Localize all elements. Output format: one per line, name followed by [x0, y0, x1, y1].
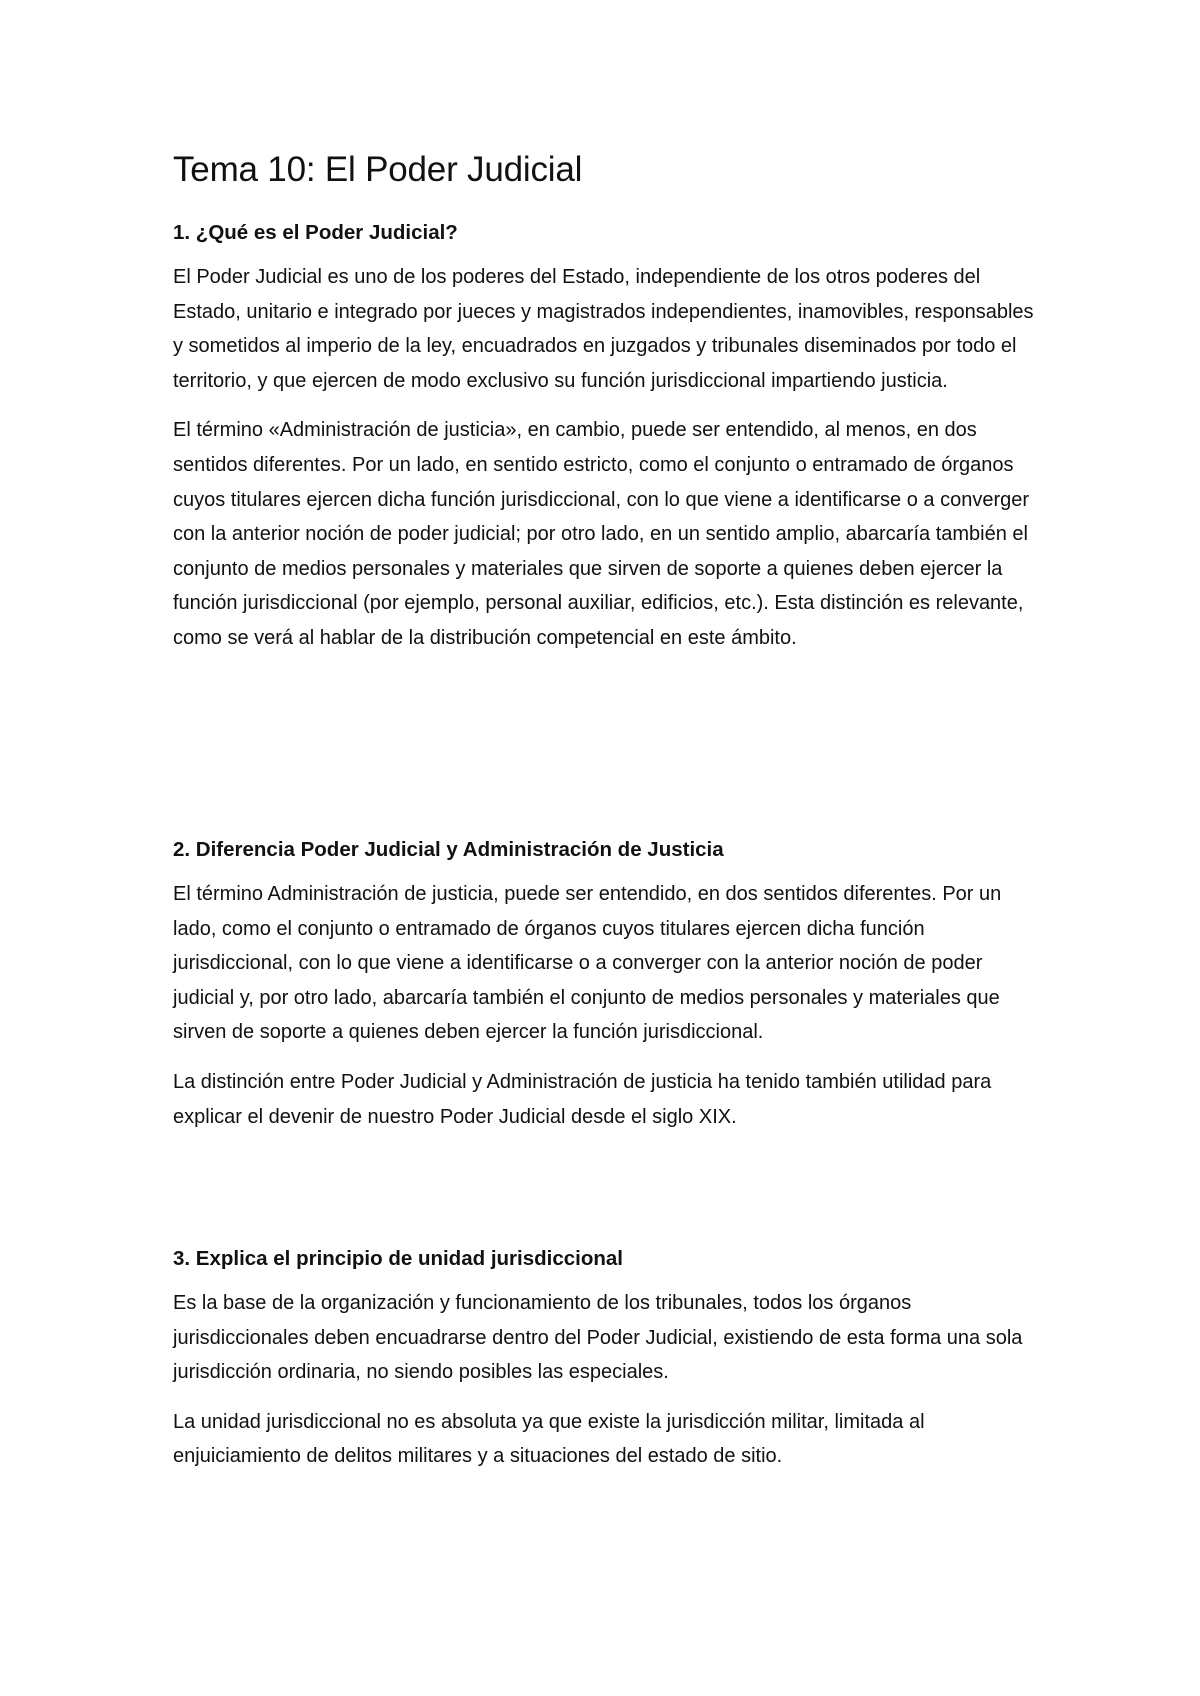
paragraph: El término Administración de justicia, puede ser entendido, en dos sentidos diferentes. Por un lado, como el conjunto o entramado de órganos cuyos titulares ejercen dicha función jurisdiccional, con lo que viene a identificarse o a converger con la anterior noción de poder judicial y, por otro lado, abarcaría también el conjunto de medios personales y materiales que sirven de soporte a quienes deben ejercer la función jurisdiccional.	[173, 883, 1002, 1044]
section-diferencia-poder-judicial-administracion	[173, 836, 1043, 1149]
section-heading: 2. Diferencia Poder Judicial y Administración de Justicia	[173, 838, 724, 861]
paragraph: El Poder Judicial es uno de los poderes del Estado, independiente de los otros poderes del Estado, unitario e integrado por jueces y magistrados independientes, inamovibles, responsables y sometidos al imperio de la ley, encuadrados en juzgados y tribunales diseminados por todo el territorio, y que ejercen de modo exclusivo su función jurisdiccional impartiendo justicia.	[173, 266, 1034, 392]
section-heading: 3. Explica el principio de unidad jurisdiccional	[173, 1247, 623, 1270]
paragraph: El término «Administración de justicia», en cambio, puede ser entendido, al menos, en dos sentidos diferentes. Por un lado, en sentido estricto, como el conjunto o entramado de órganos cuyos titulares ejercen dicha función jurisdiccional, con lo que viene a identificarse o a converger con la anterior noción de poder judicial; por otro lado, en un sentido amplio, abarcaría también el conjunto de medios personales y materiales que sirven de soporte a quienes deben ejercer la función jurisdiccional (por ejemplo, personal auxiliar, edificios, etc.). Esta distinción es relevante, como se verá al hablar de la distribución competencial en este ámbito.	[173, 419, 1030, 649]
section-que-es-poder-judicial	[173, 219, 1043, 671]
paragraph: La distinción entre Poder Judicial y Administración de justicia ha tenido también utilidad para explicar el devenir de nuestro Poder Judicial desde el siglo XIX.	[173, 1070, 992, 1128]
paragraph: Es la base de la organización y funcionamiento de los tribunales, todos los órganos jurisdiccionales deben encuadrarse dentro del Poder Judicial, existiendo de esta forma una sola jurisdicción ordinaria, no siendo posibles las especiales.	[173, 1292, 1023, 1384]
section-unidad-jurisdiccional	[173, 1245, 1043, 1489]
document-title: Tema 10: El Poder Judicial	[173, 150, 583, 189]
section-heading: 1. ¿Qué es el Poder Judicial?	[173, 221, 458, 244]
paragraph: La unidad jurisdiccional no es absoluta ya que existe la jurisdicción militar, limitada al enjuiciamiento de delitos militares y a situaciones del estado de sitio.	[173, 1410, 925, 1468]
